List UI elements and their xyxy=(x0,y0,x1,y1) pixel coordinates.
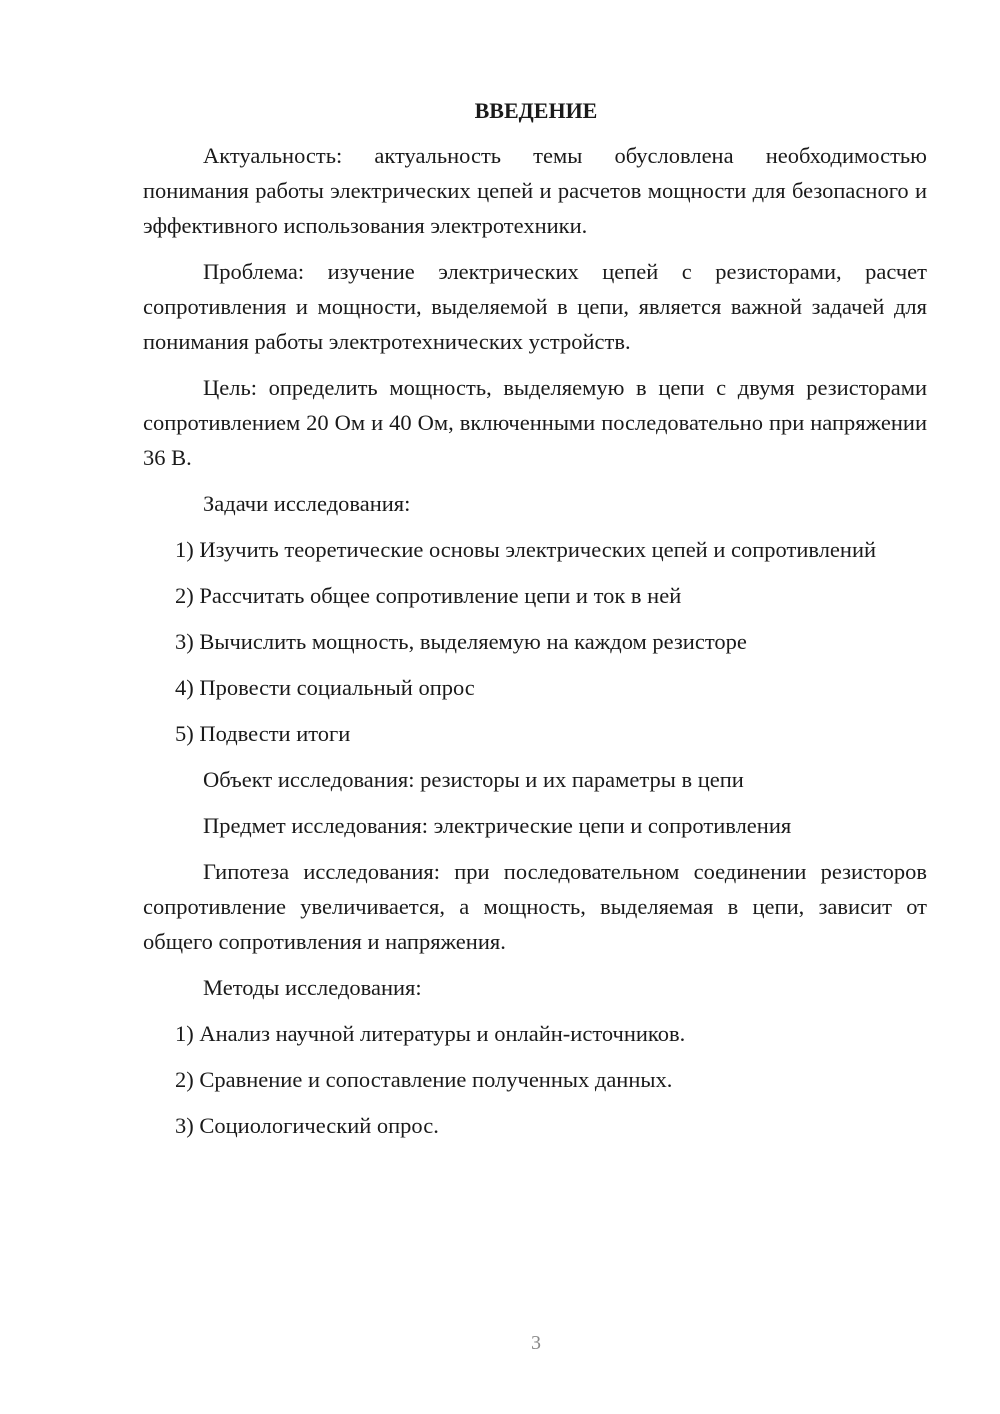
page-content xyxy=(143,96,927,1154)
goal-paragraph: Цель: определить мощность, выделяемую в цепи с двумя резисторами сопротивлением 20 Ом и 40 Ом, включенными последовательно при напряжении 36 В. xyxy=(143,375,927,470)
task-item-2: 2) Рассчитать общее сопротивление цепи и ток в ней xyxy=(175,583,682,608)
method-item-3: 3) Социологический опрос. xyxy=(175,1113,439,1138)
method-item-1: 1) Анализ научной литературы и онлайн-источников. xyxy=(175,1021,686,1046)
page-number: 3 xyxy=(531,1332,541,1354)
subject-paragraph: Предмет исследования: электрические цепи и сопротивления xyxy=(203,813,792,838)
task-item-5: 5) Подвести итоги xyxy=(175,721,351,746)
relevance-paragraph: Актуальность: актуальность темы обусловлена необходимостью понимания работы электрических цепей и расчетов мощности для безопасного и эффективного использования электротехники. xyxy=(143,143,927,238)
task-item-3: 3) Вычислить мощность, выделяемую на каждом резисторе xyxy=(175,629,747,654)
method-item-2: 2) Сравнение и сопоставление полученных данных. xyxy=(175,1067,673,1092)
tasks-heading: Задачи исследования: xyxy=(203,491,411,516)
task-item-1: 1) Изучить теоретические основы электрических цепей и сопротивлений xyxy=(175,537,877,562)
page-title: ВВЕДЕНИЕ xyxy=(474,98,598,123)
methods-heading: Методы исследования: xyxy=(203,975,422,1000)
hypothesis-paragraph: Гипотеза исследования: при последовательном соединении резисторов сопротивление увеличивается, а мощность, выделяемая в цепи, зависит от общего сопротивления и напряжения. xyxy=(143,859,927,954)
object-paragraph: Объект исследования: резисторы и их параметры в цепи xyxy=(203,767,744,792)
problem-paragraph: Проблема: изучение электрических цепей с резисторами, расчет сопротивления и мощности, выделяемой в цепи, является важной задачей для понимания работы электротехнических устройств. xyxy=(143,259,927,354)
task-item-4: 4) Провести социальный опрос xyxy=(175,675,475,700)
